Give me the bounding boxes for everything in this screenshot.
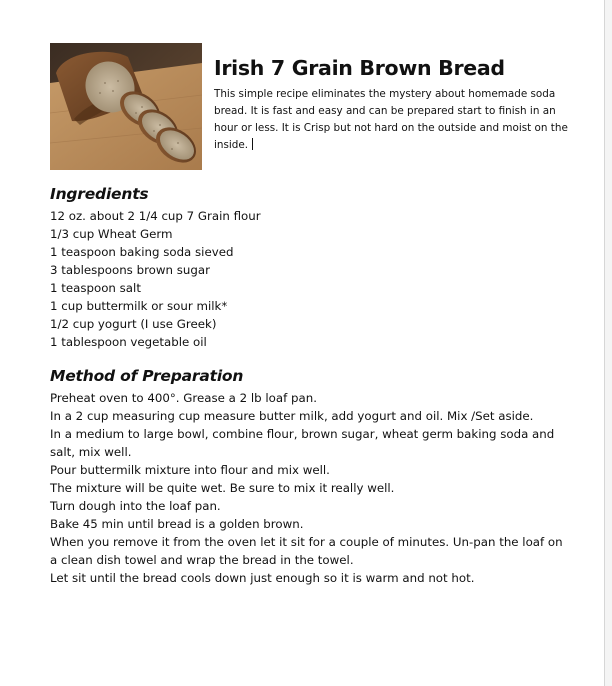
window-edge: [604, 0, 612, 686]
method-line: Bake 45 min until bread is a golden brown.: [50, 517, 304, 531]
ingredient-item: 1/3 cup Wheat Germ: [50, 227, 173, 241]
method-heading: Method of Preparation: [50, 367, 244, 385]
ingredients-list: [50, 207, 261, 351]
ingredient-item: 1 tablespoon vegetable oil: [50, 335, 207, 349]
text-cursor: [252, 138, 253, 150]
ingredient-item: 12 oz. about 2 1/4 cup 7 Grain flour: [50, 209, 261, 223]
ingredient-item: 1 teaspoon salt: [50, 281, 141, 295]
method-line: The mixture will be quite wet. Be sure to mix it really well.: [50, 481, 395, 495]
method-line: Pour buttermilk mixture into flour and mix well.: [50, 463, 330, 477]
bread-photo: [50, 43, 202, 170]
recipe-intro: [214, 86, 568, 154]
ingredient-item: 1 cup buttermilk or sour milk*: [50, 299, 228, 313]
method-line: In a medium to large bowl, combine flour, brown sugar, wheat germ baking soda and: [50, 427, 555, 441]
intro-line: bread. It is fast and easy and can be prepared start to finish in an: [214, 105, 556, 117]
intro-line-last: [214, 137, 554, 154]
method-list: [50, 389, 563, 587]
method-line: a clean dish towel and wrap the bread in the towel.: [50, 553, 354, 567]
ingredients-heading: Ingredients: [50, 185, 149, 203]
method-line: When you remove it from the oven let it sit for a couple of minutes. Un-pan the loaf on: [50, 535, 563, 549]
ingredient-item: 1 teaspoon baking soda sieved: [50, 245, 234, 259]
intro-line: hour or less. It is Crisp but not hard on the outside and moist on the: [214, 122, 568, 134]
method-line: Preheat oven to 400°. Grease a 2 lb loaf pan.: [50, 391, 317, 405]
recipe-title: Irish 7 Grain Brown Bread: [214, 56, 505, 80]
ingredient-item: 1/2 cup yogurt (I use Greek): [50, 317, 217, 331]
ingredient-item: 3 tablespoons brown sugar: [50, 263, 210, 277]
method-line: salt, mix well.: [50, 445, 132, 459]
method-line: In a 2 cup measuring cup measure butter milk, add yogurt and oil. Mix /Set aside.: [50, 409, 534, 423]
method-line: Turn dough into the loaf pan.: [50, 499, 221, 513]
intro-line: This simple recipe eliminates the mystery about homemade soda: [214, 88, 556, 100]
method-line: Let sit until the bread cools down just enough so it is warm and not hot.: [50, 571, 475, 585]
bread-image: [50, 43, 202, 170]
intro-line-text: inside.: [214, 139, 249, 151]
